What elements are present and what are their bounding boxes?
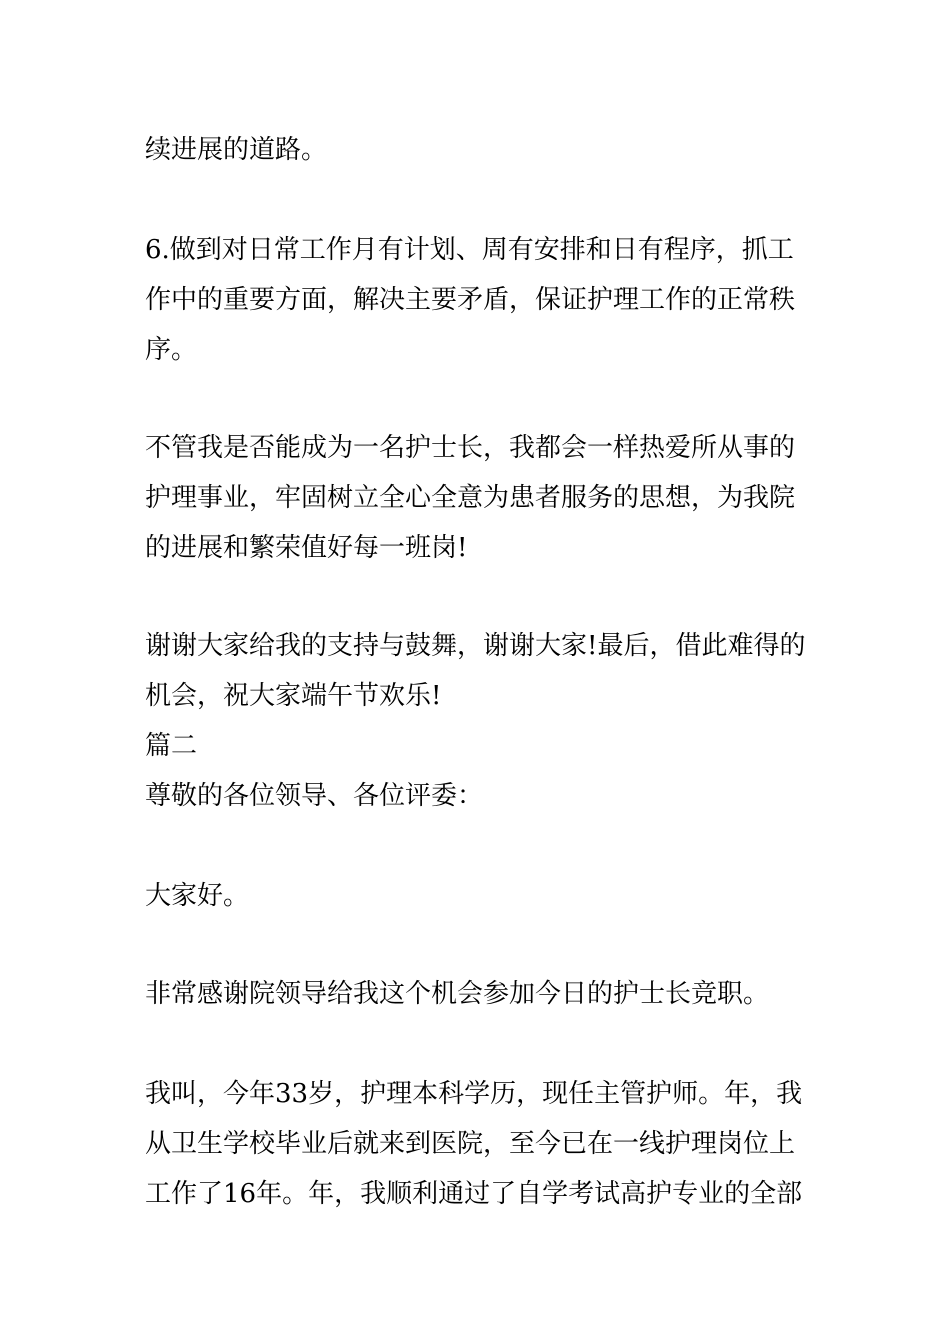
salutation-line: 尊敬的各位领导、各位评委：	[145, 781, 484, 811]
paragraph-line: 谢谢大家给我的支持与鼓舞，谢谢大家!最后，借此难得的	[145, 631, 806, 661]
paragraph-line: 从卫生学校毕业后就来到医院，至今已在一线护理岗位上	[145, 1129, 796, 1159]
paragraph-line: 序。	[145, 335, 198, 365]
paragraph-line: 6.做到对日常工作月有计划、周有安排和日有程序，抓工	[145, 235, 794, 265]
paragraph-line: 非常感谢院领导给我这个机会参加今日的护士长竞职。	[145, 979, 770, 1009]
paragraph-line: 作中的重要方面，解决主要矛盾，保证护理工作的正常秩	[145, 285, 796, 315]
paragraph-line: 我叫，今年33岁，护理本科学历，现任主管护师。年，我	[145, 1079, 803, 1109]
section-heading: 篇二	[145, 731, 198, 761]
greeting-line: 大家好。	[145, 881, 250, 911]
paragraph-line: 续进展的道路。	[145, 135, 328, 165]
paragraph-line: 工作了16年。年，我顺利通过了自学考试高护专业的全部	[145, 1179, 803, 1209]
paragraph-line: 护理事业，牢固树立全心全意为患者服务的思想，为我院	[145, 483, 796, 513]
paragraph-line: 机会，祝大家端午节欢乐!	[145, 681, 442, 711]
paragraph-line: 不管我是否能成为一名护士长，我都会一样热爱所从事的	[145, 433, 796, 463]
paragraph-line: 的进展和繁荣值好每一班岗!	[145, 533, 468, 563]
